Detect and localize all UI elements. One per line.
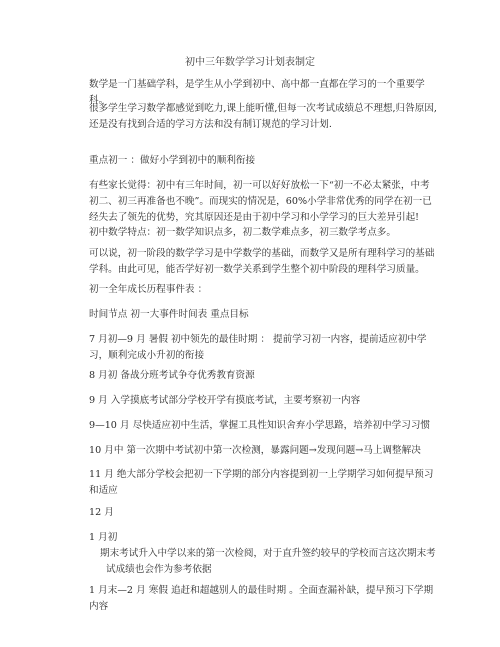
event-final-exam: 期末考试升入中学以来的第一次检阅，对于直升签约较早的学校而言这次期末考试成绩也会作为参考依据 <box>100 548 436 575</box>
paragraph-table-header: 时间节点 初一大事件时间表 重点目标 <box>89 309 249 320</box>
event-november: 11 月 绝大部分学校会把初一下学期的部分内容提到初一上学期学习如何提早预习和适应 <box>89 469 434 496</box>
event-october: 10 月中 第一次期中考试初中第一次检测，暴露问题→发现问题→马上调整解决 <box>89 445 421 456</box>
event-december: 12 月 <box>89 507 114 518</box>
event-january-early: 1 月初 <box>89 532 118 543</box>
document-title: 初中三年数学学习计划表制定 <box>185 57 315 68</box>
event-july-sept: 7 月初—9 月 暑假 初中领先的最佳时期 ： 提前学习初一内容，提前适应初中学习，顺利完成小升初的衔接 <box>89 334 427 361</box>
paragraph-parents-view: 有些家长觉得：初中有三年时间，初一可以好好放松一下“初一不必太紧张，中考初二、初三再准备也不晚”。而现实的情况是，60%小学非常优秀的同学在初一已经失去了领先的优势，究其原因还是由于初中学习和小学学习的巨大差异引起! <box>89 180 432 223</box>
section-heading-grade7: 重点初一 ：做好小学到初中的顺利衔接 <box>89 155 256 166</box>
event-september: 9 月 入学摸底考试部分学校开学有摸底考试，主要考察初一内容 <box>89 395 361 406</box>
paragraph-difficulty: 很多学生学习数学都感觉到吃力,课上能听懂,但每一次考试成绩总不理想,归咎原因,还是没有找到合适的学习方法和没有制订规范的学习计划. <box>89 103 437 130</box>
event-winter-break: 1 月末—2 月 寒假 追赶和超越别人的最佳时期 。全面查漏补缺，提早预习下学期内容 <box>89 585 434 612</box>
paragraph-events-title: 初一全年成长历程事件表 ： <box>89 284 208 295</box>
paragraph-intro: 数学是一门基础学科，是学生从小学到初中、高中都一直都在学习的一个重要学科。 <box>89 79 425 106</box>
paragraph-math-features: 初中数学特点：初一数学知识点多，初二数学难点多，初三数学考点多。 <box>89 227 396 238</box>
event-sept-oct: 9—10 月 尽快适应初中生活，掌握工具性知识舍弃小学思路，培养初中学习习惯 <box>89 420 431 431</box>
paragraph-foundation: 可以说，初一阶段的数学学习是中学数学的基础，而数学又是所有理科学习的基础学科。由此可见，能否学好初一数学关系到学生整个初中阶段的理科学习质量。 <box>89 248 435 275</box>
event-august: 8 月初 备战分班考试争夺优秀教育资源 <box>89 370 255 381</box>
